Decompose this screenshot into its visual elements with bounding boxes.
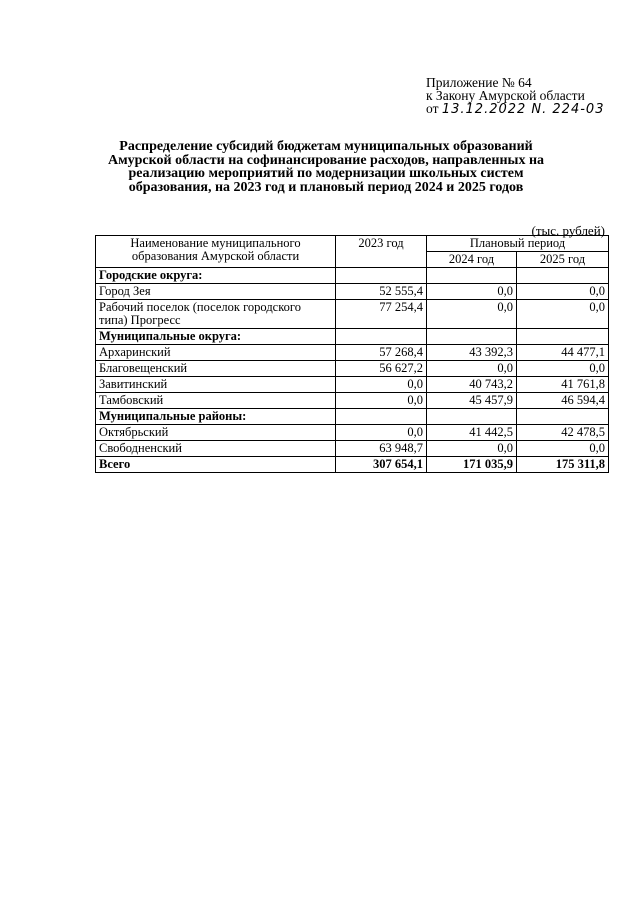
- value-2024: 45 457,9: [427, 393, 517, 409]
- section-title: Муниципальные районы:: [96, 409, 336, 425]
- table-body: [96, 268, 609, 473]
- annex-date-prefix: от: [426, 101, 439, 116]
- empty-cell: [517, 409, 609, 425]
- municipality-name: Завитинский: [96, 377, 336, 393]
- value-2023: 56 627,2: [336, 361, 427, 377]
- table-row: [96, 300, 609, 329]
- empty-cell: [427, 329, 517, 345]
- value-2025: 44 477,1: [517, 345, 609, 361]
- document-title: Распределение субсидий бюджетам муниципальных образований Амурской области на софинансирование расходов, направленных на реализацию мероприятий по модернизации школьных систем образования, на 2023 год и плановый период 2024 и 2025 годов: [107, 139, 545, 195]
- total-row: [96, 457, 609, 473]
- empty-cell: [517, 268, 609, 284]
- total-2023: 307 654,1: [336, 457, 427, 473]
- header-planned-period: Плановый период: [427, 236, 609, 252]
- empty-cell: [517, 329, 609, 345]
- municipality-name: Октябрьский: [96, 425, 336, 441]
- section-row: [96, 268, 609, 284]
- table-row: [96, 377, 609, 393]
- header-2024: 2024 год: [427, 252, 517, 268]
- municipality-name: Город Зея: [96, 284, 336, 300]
- value-2025: 0,0: [517, 441, 609, 457]
- annex-law-reference: к Закону Амурской области: [426, 88, 585, 103]
- handwritten-date-number: 13.12.2022 N. 224-03: [441, 102, 605, 117]
- section-title: Городские округа:: [96, 268, 336, 284]
- value-2023: 0,0: [336, 393, 427, 409]
- table-row: [96, 393, 609, 409]
- value-2023: 0,0: [336, 377, 427, 393]
- annex-number: Приложение № 64: [426, 75, 532, 90]
- empty-cell: [427, 268, 517, 284]
- value-2023: 0,0: [336, 425, 427, 441]
- table-row: [96, 425, 609, 441]
- total-2024: 171 035,9: [427, 457, 517, 473]
- table-row: [96, 361, 609, 377]
- value-2023: 57 268,4: [336, 345, 427, 361]
- value-2024: 40 743,2: [427, 377, 517, 393]
- value-2025: 0,0: [517, 284, 609, 300]
- section-row: [96, 409, 609, 425]
- table-row: [96, 345, 609, 361]
- value-2024: 0,0: [427, 300, 517, 329]
- municipality-name: Архаринский: [96, 345, 336, 361]
- annex-header: [426, 76, 626, 116]
- section-title: Муниципальные округа:: [96, 329, 336, 345]
- value-2024: 43 392,3: [427, 345, 517, 361]
- header-2023: 2023 год: [336, 236, 427, 268]
- header-2025: 2025 год: [517, 252, 609, 268]
- header-name: Наименование муниципального образования Амурской области: [96, 236, 336, 268]
- value-2025: 42 478,5: [517, 425, 609, 441]
- value-2024: 0,0: [427, 441, 517, 457]
- value-2025: 41 761,8: [517, 377, 609, 393]
- municipality-name: Благовещенский: [96, 361, 336, 377]
- section-row: [96, 329, 609, 345]
- value-2024: 0,0: [427, 284, 517, 300]
- empty-cell: [336, 409, 427, 425]
- empty-cell: [427, 409, 517, 425]
- annex-date-line: [426, 102, 626, 116]
- value-2024: 0,0: [427, 361, 517, 377]
- municipality-name: Свободненский: [96, 441, 336, 457]
- table-row: [96, 441, 609, 457]
- value-2024: 41 442,5: [427, 425, 517, 441]
- value-2023: 77 254,4: [336, 300, 427, 329]
- empty-cell: [336, 329, 427, 345]
- units-label: (тыс. рублей): [531, 223, 605, 238]
- empty-cell: [336, 268, 427, 284]
- value-2023: 63 948,7: [336, 441, 427, 457]
- value-2025: 46 594,4: [517, 393, 609, 409]
- municipality-name: Рабочий поселок (поселок городского типа) Прогресс: [96, 300, 336, 329]
- total-label: Всего: [96, 457, 336, 473]
- total-2025: 175 311,8: [517, 457, 609, 473]
- municipality-name: Тамбовский: [96, 393, 336, 409]
- value-2025: 0,0: [517, 361, 609, 377]
- value-2025: 0,0: [517, 300, 609, 329]
- subsidy-table: [95, 235, 609, 473]
- value-2023: 52 555,4: [336, 284, 427, 300]
- table-row: [96, 284, 609, 300]
